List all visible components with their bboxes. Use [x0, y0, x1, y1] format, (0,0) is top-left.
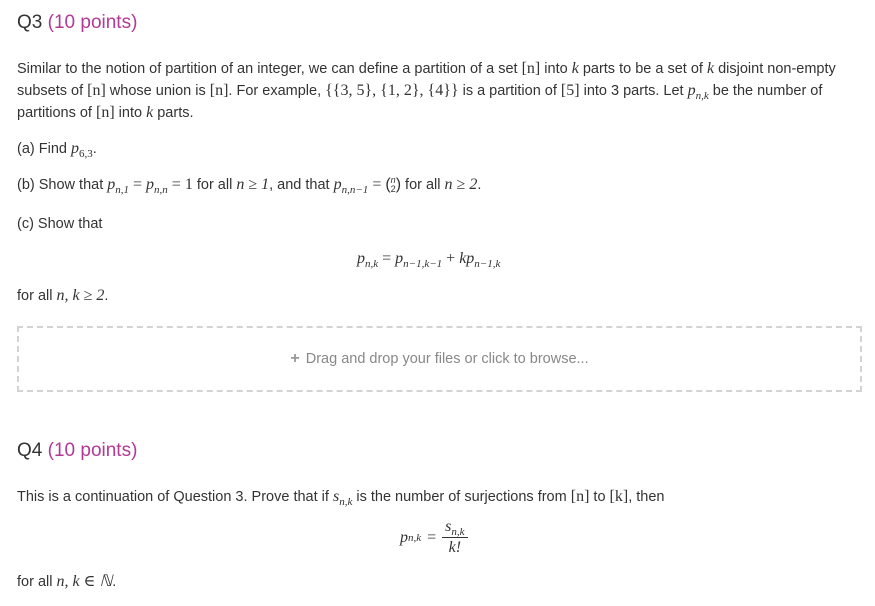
math-eq: = — [378, 250, 396, 267]
math-cond: n ≥ 1 — [236, 176, 270, 193]
text: for all — [401, 177, 445, 193]
math-sub: n,k — [695, 90, 709, 102]
math-p: p — [107, 176, 116, 193]
math-sub: n−1,k — [474, 258, 501, 270]
math-set-n: [n] — [521, 60, 541, 77]
q3-title: Q3 — [17, 12, 43, 33]
math-set-k: [k] — [609, 488, 629, 505]
math-sub: n−1,k−1 — [403, 258, 443, 270]
text: , then — [628, 489, 665, 505]
text: parts. — [153, 105, 194, 121]
text: be the number of — [708, 83, 823, 99]
q3-part-c — [17, 213, 855, 235]
math-s: s — [445, 518, 452, 535]
math-sub: n,k — [339, 496, 353, 508]
math-k-factorial: k! — [448, 539, 462, 556]
q4-text — [17, 486, 855, 508]
math-fraction — [442, 518, 467, 557]
q4-heading — [17, 440, 137, 462]
math-p: p — [400, 528, 408, 546]
math-k: k — [571, 60, 579, 77]
math-p: p — [395, 250, 404, 267]
text: for all — [17, 574, 57, 590]
math-eq: = 1 — [167, 176, 193, 193]
file-dropzone[interactable] — [17, 326, 862, 392]
plus-icon: + — [290, 350, 300, 367]
math-set-n: [n] — [87, 82, 106, 99]
math-set-n: [n] — [570, 488, 590, 505]
text: into 3 parts. Let — [579, 83, 688, 99]
binom-bottom: 2 — [390, 183, 396, 194]
math-cond: n ≥ 2 — [444, 176, 478, 193]
text: parts to be a set of — [578, 61, 707, 77]
text: is the number of surjections from — [352, 489, 571, 505]
math-cond: n, k ≥ 2 — [56, 287, 105, 304]
text: . — [92, 141, 97, 157]
math-sub: n,1 — [115, 184, 130, 196]
text: . — [112, 574, 117, 590]
math-s: s — [332, 488, 340, 505]
text: into — [114, 105, 147, 121]
math-p: p — [333, 176, 342, 193]
dropzone-label: Drag and drop your files or click to browse... — [305, 351, 589, 367]
text: to — [589, 489, 610, 505]
math-set-n: [n] — [209, 82, 229, 99]
q4-title: Q4 — [17, 440, 43, 461]
text: Similar to the notion of partition of an integer, we can define a partition of a set — [17, 61, 522, 77]
math-sub: n,k — [365, 258, 379, 270]
math-set-n: [n] — [96, 104, 115, 121]
q3-heading — [17, 12, 137, 34]
part-c-label: (c) Show that — [17, 216, 103, 232]
text: into — [540, 61, 572, 77]
text: partitions of — [17, 105, 96, 121]
fraction-numerator — [442, 518, 467, 538]
math-binomial: ( n 2 ) — [385, 174, 402, 194]
text: . — [477, 177, 482, 193]
text: for all — [192, 177, 237, 193]
math-sub: n,n — [154, 184, 168, 196]
math-p: p — [146, 176, 155, 193]
math-p: p — [687, 82, 696, 99]
q3-points: (10 points) — [47, 12, 138, 33]
part-a-label: (a) Find — [17, 141, 71, 157]
binom-top: n — [390, 174, 396, 185]
q4-condition — [17, 571, 855, 593]
q3-part-c-condition — [17, 285, 855, 307]
math-cond: n, k ∈ ℕ — [56, 573, 113, 590]
q3-recurrence-formula — [357, 250, 500, 268]
text: for all — [17, 288, 57, 304]
math-k: k — [146, 104, 154, 121]
text: This is a continuation of Question 3. Prove that if — [17, 489, 333, 505]
math-eq: = — [129, 176, 147, 193]
math-plus: + — [442, 250, 460, 267]
math-eq: = — [427, 528, 437, 546]
math-sub: n,k — [451, 526, 465, 538]
math-sub: n,n−1 — [341, 184, 369, 196]
q3-intro — [17, 58, 855, 124]
math-k: k — [706, 60, 715, 77]
text: is a partition of — [458, 83, 561, 99]
math-set-5: [5] — [560, 82, 580, 99]
math-example: {{3, 5}, {1, 2}, {4}} — [325, 82, 459, 99]
text: disjoint non-empty — [714, 61, 836, 77]
math-sub: 6,3 — [79, 148, 93, 160]
q3-part-a — [17, 138, 855, 160]
q3-part-b — [17, 174, 855, 196]
math-p: p — [71, 140, 79, 157]
math-eq: = — [368, 176, 386, 193]
fraction-denominator — [446, 538, 464, 557]
part-b-label: (b) Show that — [17, 177, 108, 193]
q4-formula: p n,k = $\frac{s_{n,k}}{k!}$ — [400, 518, 468, 557]
text: whose union is — [105, 83, 210, 99]
text: , and that — [269, 177, 334, 193]
q4-points: (10 points) — [47, 440, 138, 461]
math-p: p — [357, 250, 365, 267]
math-kp: kp — [459, 250, 475, 267]
text: subsets of — [17, 83, 88, 99]
text: . For example, — [228, 83, 326, 99]
text: . — [104, 288, 109, 304]
